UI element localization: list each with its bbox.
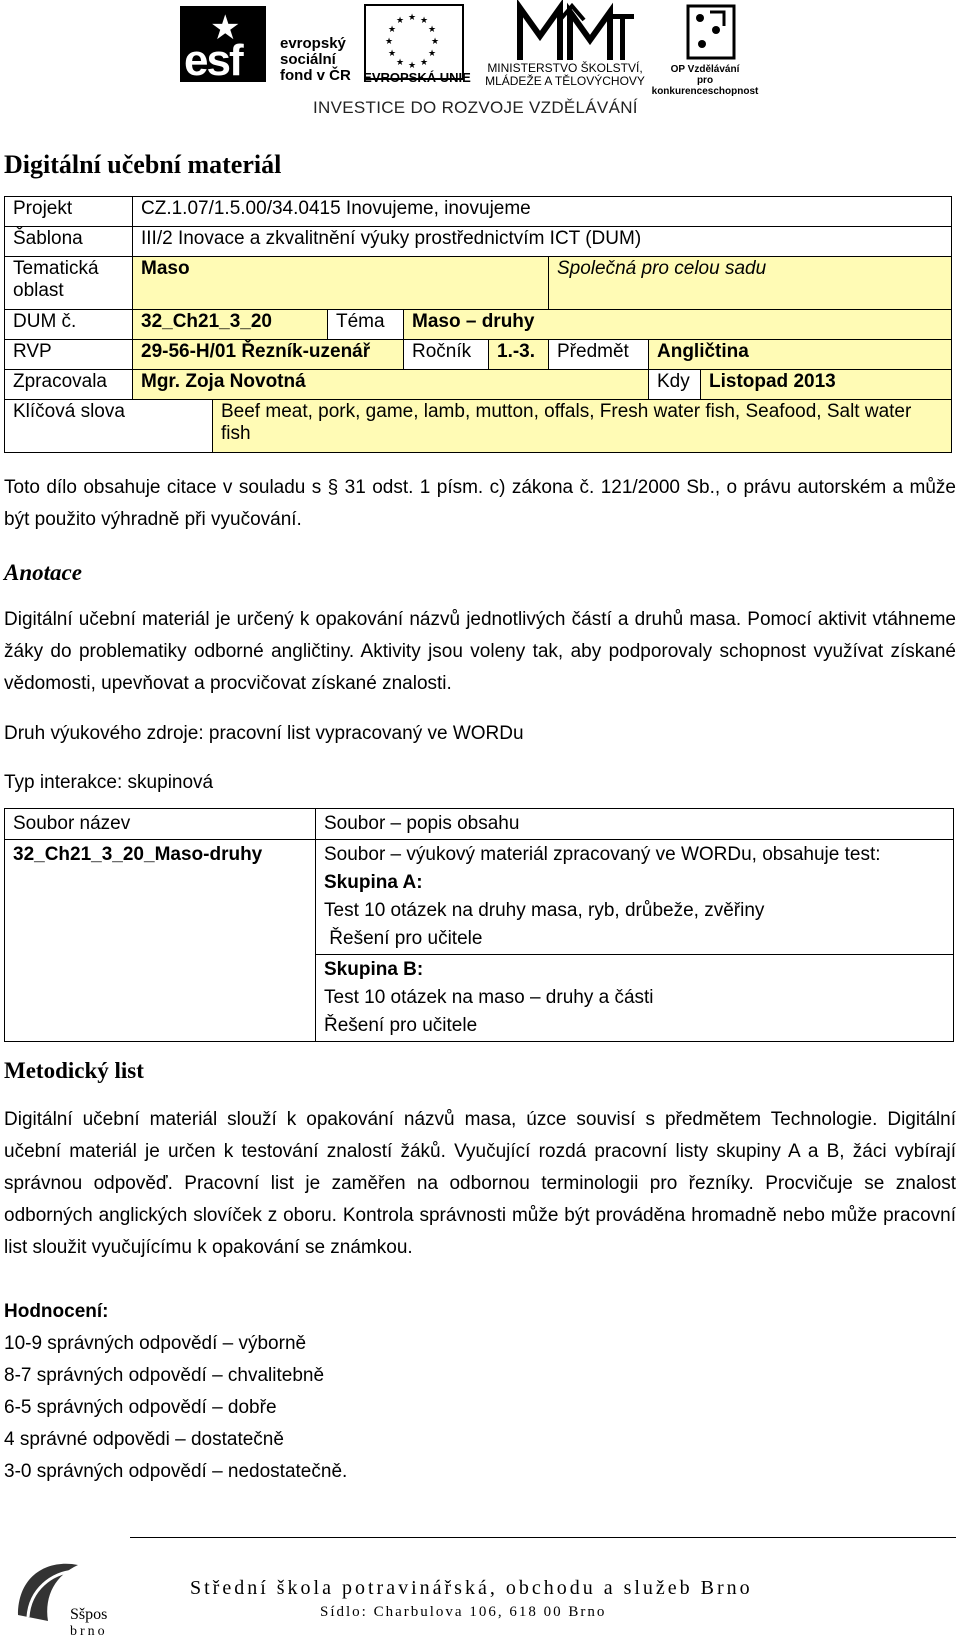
esf-text: evropský sociální fond v ČR (280, 35, 351, 84)
file-desc-a (316, 840, 954, 955)
info-row-rvp (5, 340, 952, 370)
dum-value: 32_Ch21_3_20 (133, 310, 328, 340)
svg-text:★: ★ (384, 36, 394, 46)
col-header-popis: Soubor – popis obsahu (316, 809, 954, 840)
svg-text:★: ★ (427, 48, 437, 58)
file-desc-b (316, 955, 954, 1042)
files-table (4, 808, 954, 1042)
kdy-label: Kdy (649, 370, 701, 400)
svg-text:★: ★ (419, 15, 429, 25)
list-item: 4 správné odpovědi – dostatečně (4, 1429, 284, 1450)
msmt-logo-icon (500, 0, 640, 70)
metodicky-heading: Metodický list (4, 1058, 144, 1083)
list-item: 6-5 správných odpovědí – dobře (4, 1397, 277, 1418)
sablona-value: III/2 Inovace a zkvalitnění výuky prostřednictvím ICT (DUM) (133, 227, 952, 257)
star-icon: ★ (210, 9, 241, 47)
hodnoceni-list (4, 1328, 956, 1488)
zpracovala-value: Mgr. Zoja Novotná (133, 370, 649, 400)
kdy-value: Listopad 2013 (701, 370, 952, 400)
school-logo-icon (8, 1555, 128, 1637)
svg-text:★: ★ (419, 57, 429, 67)
group-b-label: Skupina B: (324, 959, 424, 980)
eu-label: EVROPSKÁ UNIE (363, 70, 471, 85)
eu-stars-icon (380, 8, 444, 72)
citace-text: Toto dílo obsahuje citace v souladu s § 31 odst. 1 písm. c) zákona č. 121/2000 Sb., o právu autorském a může být použito výhradně při vyučování. (4, 477, 956, 530)
op-logo-icon (680, 4, 750, 64)
predmet-value: Angličtina (649, 340, 952, 370)
typ-text: Typ interakce: skupinová (4, 772, 214, 793)
page-title: Digitální učební materiál (4, 150, 282, 179)
list-item: 8-7 správných odpovědí – chvalitebně (4, 1365, 325, 1386)
svg-text:★: ★ (407, 12, 417, 22)
esf-letters: esf (184, 36, 242, 85)
files-header-row (5, 809, 954, 840)
file-desc: Soubor – výukový materiál zpracovaný ve WORDu, obsahuje test: (324, 844, 881, 865)
info-row-projekt (5, 197, 952, 227)
tema-label: Téma (328, 310, 404, 340)
svg-text:★: ★ (407, 60, 417, 70)
metodicky-text: Digitální učební materiál slouží k opakování názvů masa, úzce souvisí s předmětem Technologie. Digitální učební materiál je určen k testování znalostí žáků. Vyučující rozdá pracovní listy skupiny A a B, žáci vybírají správnou odpověď. Pracovní list je zaměřen na odbornou terminologii pro řezníky. Procvičuje se znalost odborných anglických slovíček z oboru. Kontrola správnosti může být prováděna hromadně nebo může pracovní list sloužit vyučujícímu k opakování se známkou. (4, 1109, 956, 1258)
tema-value: Maso – druhy (404, 310, 952, 340)
info-row-zpracovala (5, 370, 952, 400)
footer-divider (130, 1537, 956, 1538)
druh-text: Druh výukového zdroje: pracovní list vypracovaný ve WORDu (4, 723, 524, 744)
info-row-sablona (5, 227, 952, 257)
klicova-value: Beef meat, pork, game, lamb, mutton, offals, Fresh water fish, Seafood, Salt water fish (213, 400, 952, 453)
svg-text:★: ★ (430, 36, 440, 46)
msmt-label: MINISTERSTVO ŠKOLSTVÍ, MLÁDEŽE A TĚLOVÝCHOVY (485, 61, 645, 88)
svg-text:brno: brno (70, 1624, 108, 1637)
info-table (4, 196, 952, 453)
rvp-value: 29-56-H/01 Řezník-uzenář (133, 340, 404, 370)
svg-text:★: ★ (395, 57, 405, 67)
rocnik-label: Ročník (404, 340, 489, 370)
footer-address: Sídlo: Charbulova 106, 618 00 Brno (320, 1604, 607, 1620)
esf-logo (180, 0, 360, 90)
investice-label: INVESTICE DO ROZVOJE VZDĚLÁVÁNÍ (313, 98, 638, 117)
anotace-text: Digitální učební materiál je určený k opakování názvů jednotlivých částí a druhů masa. Pomocí aktivit vtáhneme žáky do problematiky odborné angličtiny. Aktivity jsou voleny tak, aby podporovaly schopnost využívat získané vědomosti, upevňovat a procvičovat získané znalosti. (4, 609, 956, 694)
group-a-label: Skupina A: (324, 872, 423, 893)
table-row (5, 840, 954, 955)
tematicka-value: Maso (133, 257, 549, 310)
group-b-solution: Řešení pro učitele (324, 1015, 478, 1036)
group-b-test: Test 10 otázek na maso – druhy a části (324, 987, 654, 1008)
svg-text:★: ★ (387, 24, 397, 34)
op-label: OP Vzdělávání pro konkurenceschopnost (651, 64, 759, 97)
klicova-label: Klíčová slova (5, 400, 213, 453)
rocnik-value: 1.-3. (489, 340, 549, 370)
info-row-klicova (5, 400, 952, 453)
list-item: 10-9 správných odpovědí – výborně (4, 1333, 307, 1354)
group-a-solution: Řešení pro učitele (324, 928, 483, 949)
svg-text:★: ★ (387, 48, 397, 58)
col-header-nazev: Soubor název (5, 809, 316, 840)
svg-text:★: ★ (395, 15, 405, 25)
predmet-label: Předmět (549, 340, 649, 370)
file-name: 32_Ch21_3_20_Maso-druhy (5, 840, 316, 1042)
zpracovala-label: Zpracovala (5, 370, 133, 400)
info-row-dum (5, 310, 952, 340)
hodnoceni-heading: Hodnocení: (4, 1301, 109, 1322)
anotace-heading: Anotace (4, 560, 82, 585)
projekt-label: Projekt (5, 197, 133, 227)
sablona-label: Šablona (5, 227, 133, 257)
projekt-value: CZ.1.07/1.5.00/34.0415 Inovujeme, inovujeme (133, 197, 952, 227)
header-logos (180, 0, 800, 120)
tematicka-label: Tematická oblast (5, 257, 133, 310)
dum-label: DUM č. (5, 310, 133, 340)
list-item: 3-0 správných odpovědí – nedostatečně. (4, 1461, 348, 1482)
group-a-test: Test 10 otázek na druhy masa, ryb, drůbeže, zvěřiny (324, 900, 765, 921)
spolecna-note: Společná pro celou sadu (549, 257, 952, 310)
svg-text:Sšpos: Sšpos (70, 1606, 108, 1623)
footer-school-name: Střední škola potravinářská, obchodu a služeb Brno (190, 1577, 753, 1599)
rvp-label: RVP (5, 340, 133, 370)
svg-text:★: ★ (427, 24, 437, 34)
info-row-tematicka (5, 257, 952, 310)
